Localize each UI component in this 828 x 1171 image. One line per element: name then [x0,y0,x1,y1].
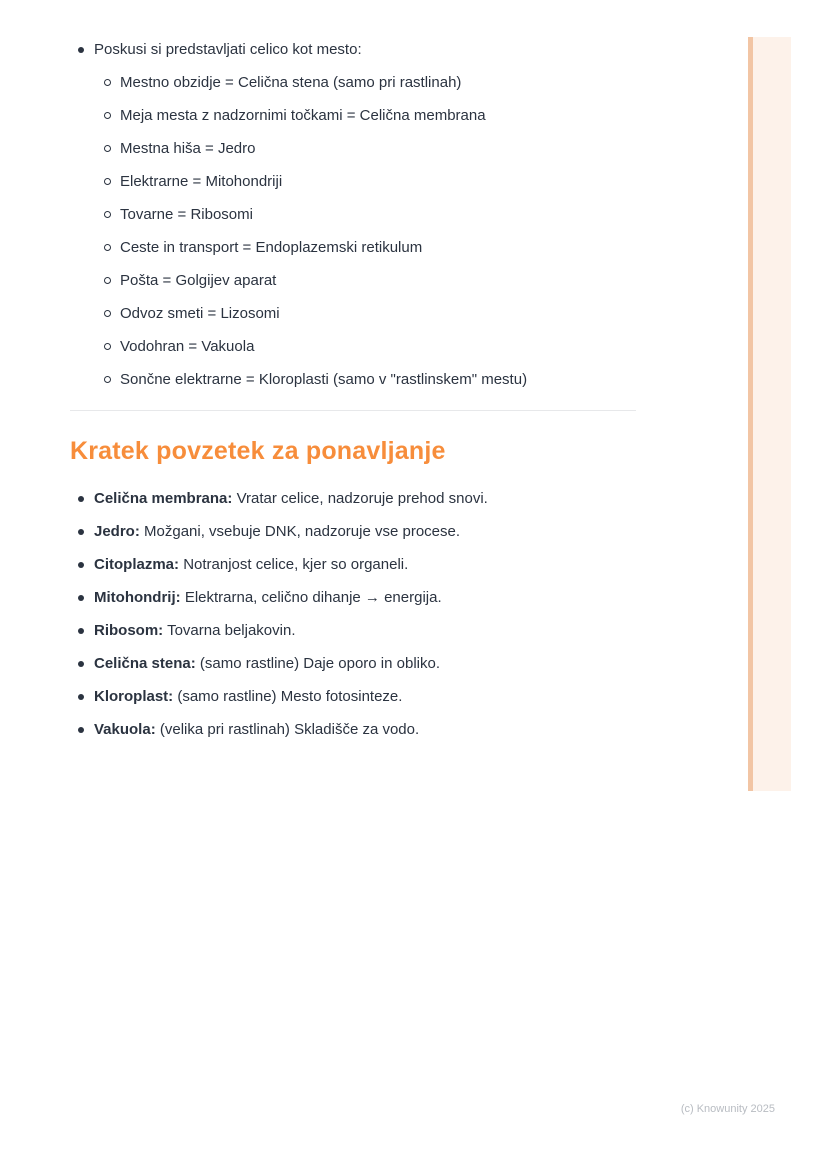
bullet-icon [78,47,84,53]
list-item [70,139,636,159]
list-item-text: Odvoz smeti = Lizosomi [120,305,280,322]
list-item-text [94,621,296,641]
term-description: (samo rastline) Daje oporo in obliko. [199,655,441,672]
list-item-text [94,654,440,674]
list-item [70,106,636,126]
term-description: (samo rastline) Mesto fotosinteze. [177,688,403,705]
list-item-text [94,720,419,740]
list-item [70,370,636,390]
circle-bullet-icon [104,343,111,350]
circle-bullet-icon [104,145,111,152]
list-item-text: Mestna hiša = Jedro [120,140,256,157]
list-item [70,205,636,225]
list-item-text: Mestno obzidje = Celična stena (samo pri rastlinah) [120,74,462,91]
bullet-icon [78,496,84,502]
list-item-text [94,687,402,707]
bullet-icon [78,562,84,568]
circle-bullet-icon [104,112,111,119]
circle-bullet-icon [104,178,111,185]
list-item-text: Elektrarne = Mitohondriji [120,173,283,190]
list-item [70,304,636,324]
list-item [70,271,636,291]
circle-bullet-icon [104,376,111,383]
decorative-side-strip [748,37,791,791]
term-description: Možgani, vsebuje DNK, nadzoruje vse procese. [144,523,461,540]
list-item [70,489,636,509]
list-item-text: Poskusi si predstavljati celico kot mesto: [94,41,362,58]
list-item [70,172,636,192]
circle-bullet-icon [104,79,111,86]
page-content [70,40,636,753]
bullet-icon [78,727,84,733]
cell-city-analogy-list [70,40,636,60]
list-item [70,337,636,357]
bullet-icon [78,595,84,601]
list-item-text [94,522,460,542]
list-item-text [94,588,442,608]
term-label: Ribosom: [94,622,164,639]
circle-bullet-icon [104,277,111,284]
list-item [70,621,636,641]
list-item-text: Pošta = Golgijev aparat [120,272,277,289]
section-heading: Kratek povzetek za ponavljanje [70,437,446,465]
cell-city-analogy-sublist [70,73,636,390]
list-item [70,720,636,740]
list-item-text: Vodohran = Vakuola [120,338,255,355]
list-item [70,654,636,674]
term-label: Celična membrana: [94,490,233,507]
bullet-icon [78,628,84,634]
term-description: Vratar celice, nadzoruje prehod snovi. [236,490,488,507]
circle-bullet-icon [104,244,111,251]
list-item [70,522,636,542]
term-label: Vakuola: [94,721,156,738]
term-label: Celična stena: [94,655,196,672]
list-item-text [94,489,488,509]
term-label: Mitohondrij: [94,589,181,606]
list-item [70,238,636,258]
term-label: Kloroplast: [94,688,174,705]
term-description: Tovarna beljakovin. [167,622,296,639]
list-item [70,73,636,93]
bullet-icon [78,529,84,535]
copyright-notice: (c) Knowunity 2025 [680,1103,775,1115]
list-item-text: Meja mesta z nadzornimi točkami = Celična membrana [120,107,486,124]
circle-bullet-icon [104,310,111,317]
section-divider [70,410,636,411]
circle-bullet-icon [104,211,111,218]
list-item-text [94,555,408,575]
term-label: Jedro: [94,523,140,540]
list-item [70,40,636,60]
list-item-text: Tovarne = Ribosomi [120,206,253,223]
list-item-text: Ceste in transport = Endoplazemski retikulum [120,239,423,256]
list-item-text: Sončne elektrarne = Kloroplasti (samo v "rastlinskem" mestu) [120,371,528,388]
term-description: Elektrarna, celično dihanje → energija. [184,589,442,606]
summary-list [70,489,636,740]
term-label: Citoplazma: [94,556,180,573]
bullet-icon [78,661,84,667]
term-description: Notranjost celice, kjer so organeli. [183,556,409,573]
list-item [70,687,636,707]
list-item [70,555,636,575]
bullet-icon [78,694,84,700]
term-description: (velika pri rastlinah) Skladišče za vodo. [159,721,420,738]
list-item [70,588,636,608]
